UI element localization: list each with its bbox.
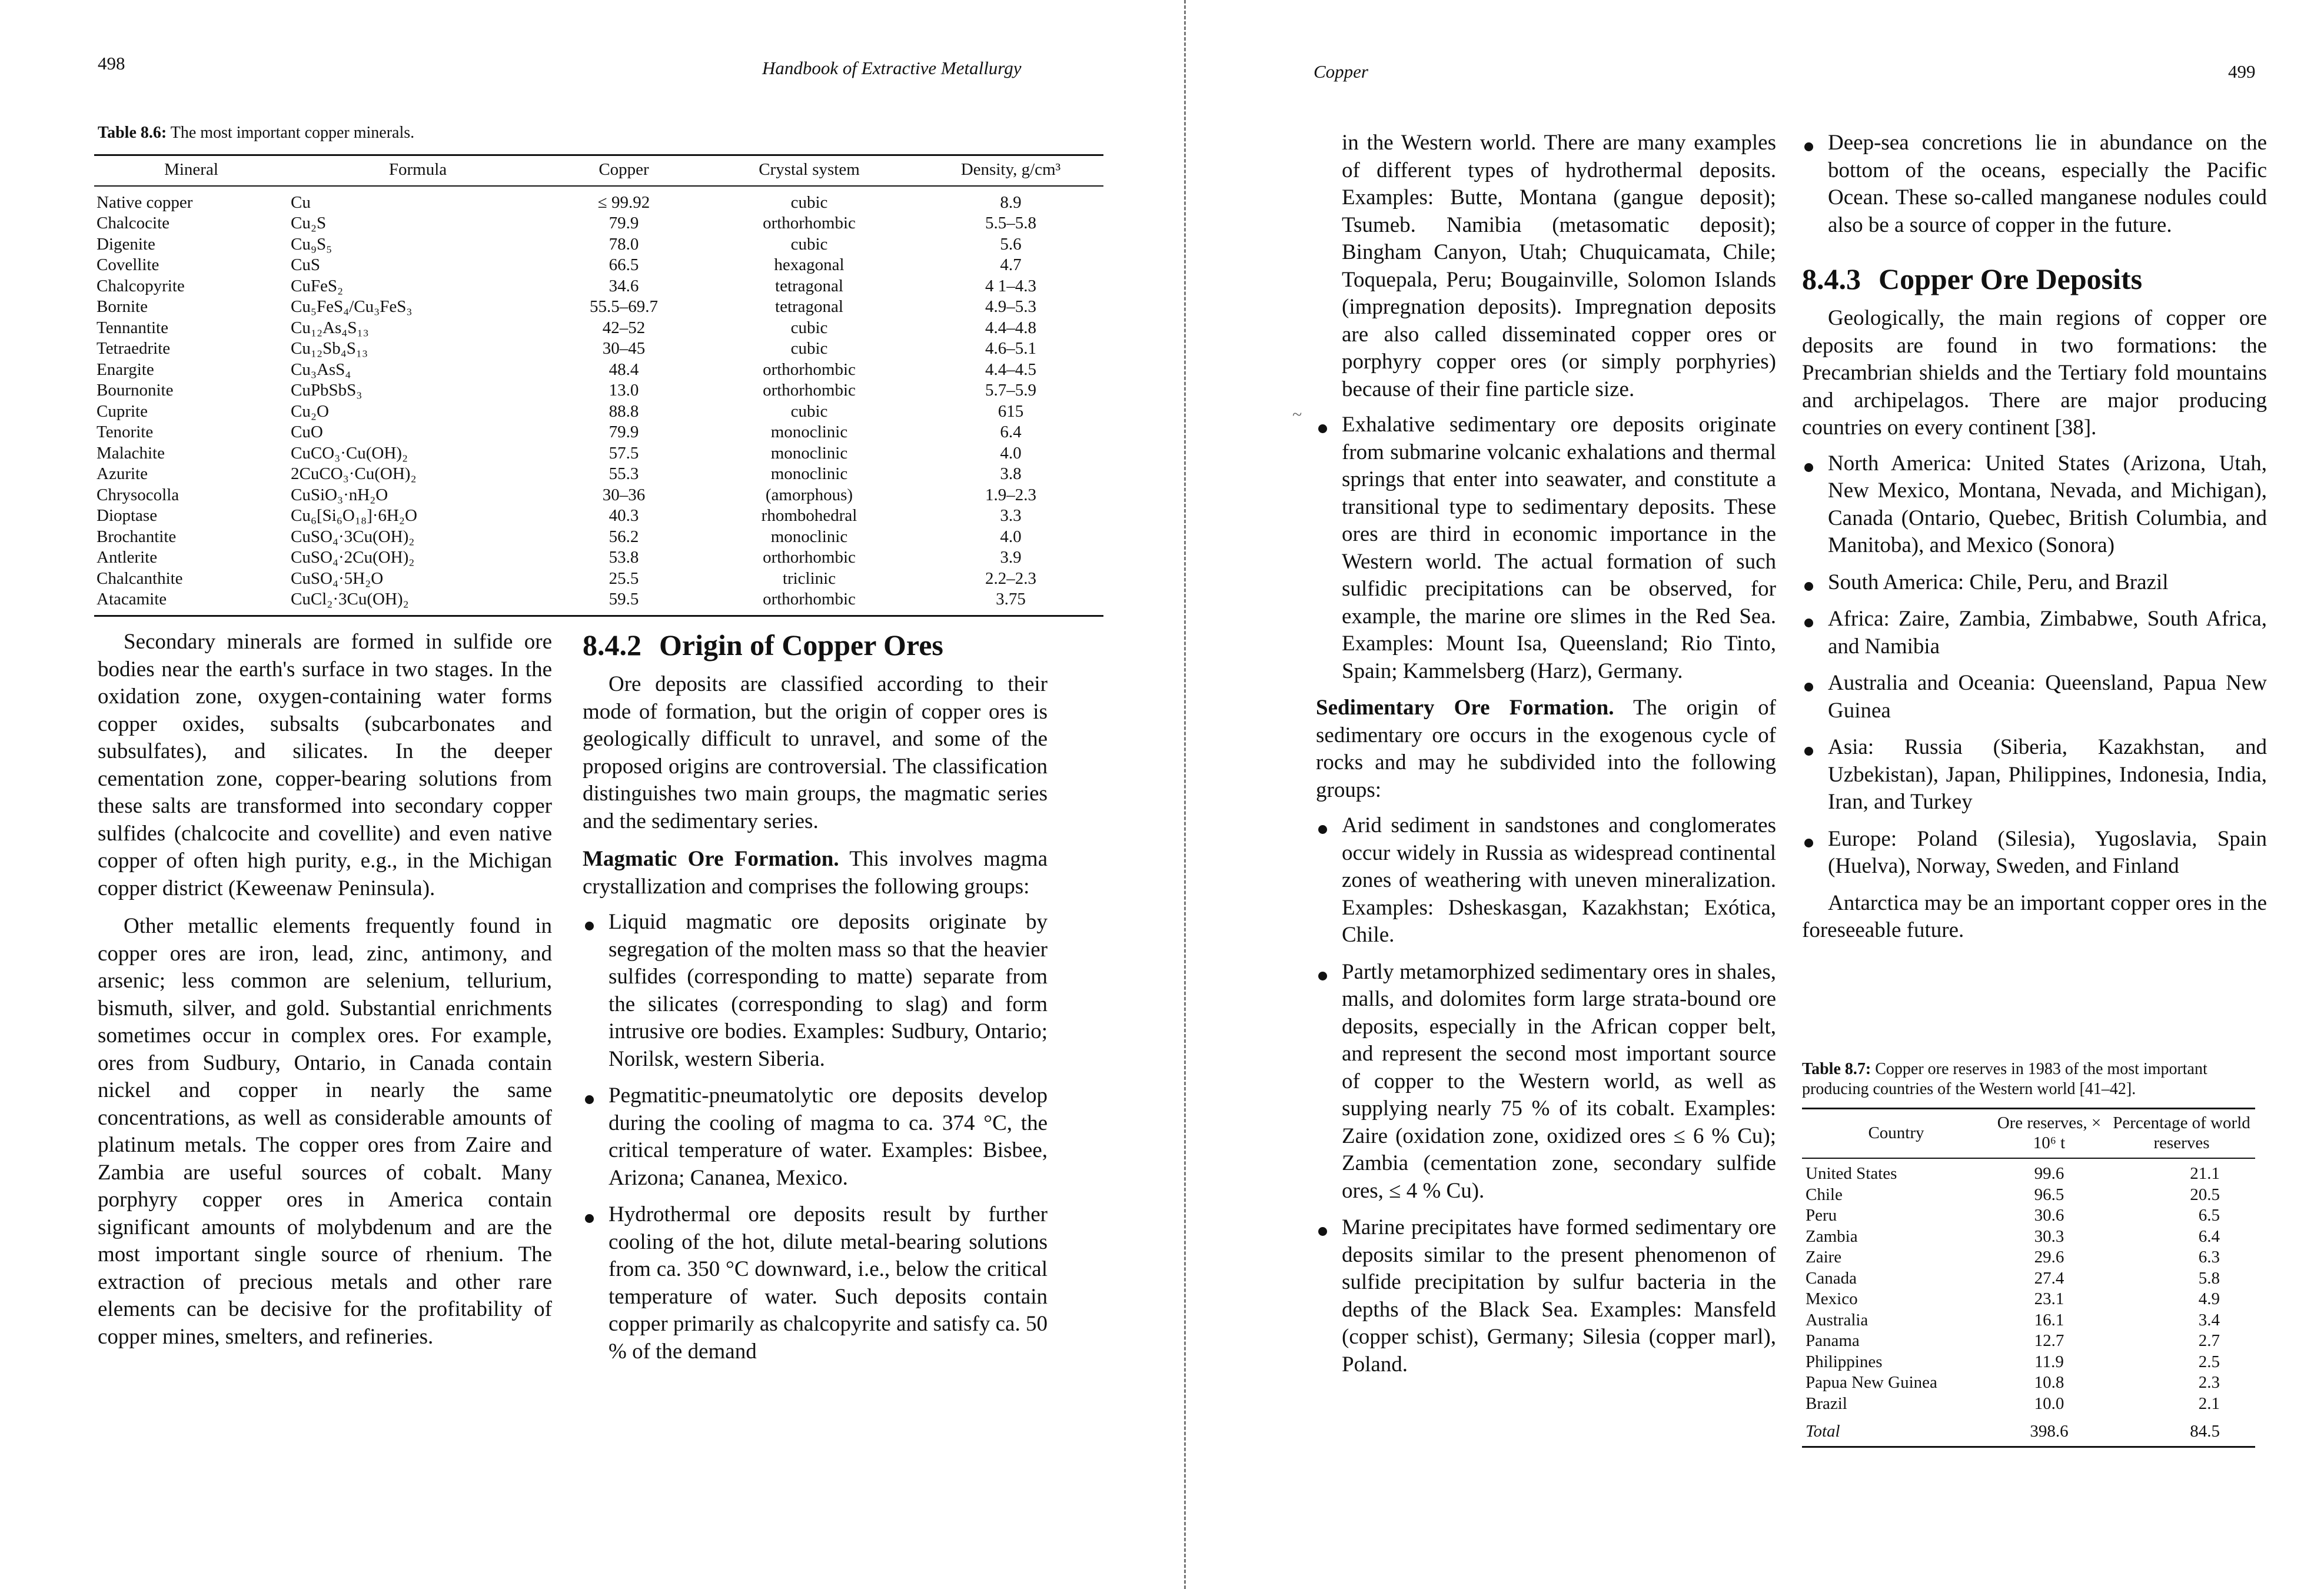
table-row xyxy=(94,276,1103,297)
table-cell: Brazil xyxy=(1806,1394,1847,1413)
table-cell: tetragonal xyxy=(775,297,843,316)
table-header: Ore reserves, × 10⁶ t xyxy=(1990,1109,2108,1159)
paragraph-sedimentary xyxy=(1316,694,1776,804)
table-cell: Malachite xyxy=(97,443,165,463)
table-cell: Philippines xyxy=(1806,1352,1883,1371)
table-header: Copper xyxy=(547,155,700,186)
list-item: Deep-sea concretions lie in abundance on the bottom of the oceans, especially the Pacific Ocean. These so-called manganese nodules could also be a source of copper in the future. xyxy=(1802,129,2267,239)
run-in-heading: Magmatic Ore Formation. xyxy=(583,847,839,871)
table-cell: Cu₁₂As₄S₁₃ xyxy=(291,318,369,337)
table-cell: 615 xyxy=(998,401,1024,421)
list-item: North America: United States (Arizona, Utah, New Mexico, Montana, Nevada, and Michigan), Canada (Ontario, Quebec, British Columbia, and Manitoba), and Mexico (Sonora) xyxy=(1802,450,2267,560)
table-row xyxy=(1802,1289,2255,1310)
list-item: Hydrothermal ore deposits result by further cooling of the hot, dilute metal-bearing solutions from ca. 350 °C downward, i.e., below the critical temperature of water. Such deposits contain copper primarily as chalcopyrite and satisfy ca. 50 % of the demand xyxy=(583,1201,1048,1365)
table-row xyxy=(94,380,1103,401)
table-cell: CuCl₂·3Cu(OH)₂ xyxy=(288,589,547,616)
paragraph-magmatic xyxy=(583,846,1048,900)
table-cell: United States xyxy=(1806,1164,1897,1183)
table-cell: Tennantite xyxy=(97,318,168,337)
table-cell: 99.6 xyxy=(2034,1164,2064,1183)
table-cell: CuSO₄·3Cu(OH)₂ xyxy=(291,527,415,546)
table-row xyxy=(94,401,1103,423)
table-cell: 34.6 xyxy=(609,276,639,295)
right-column-4 xyxy=(1802,129,2267,945)
table-cell: 398.6 xyxy=(1990,1414,2108,1447)
table-row xyxy=(94,234,1103,255)
list-item: Pegmatitic-pneumatolytic ore deposits develop during the cooling of magma to ca. 374 °C, the critical temperature of water. Examples: Bisbee, Arizona; Cananea, Mexico. xyxy=(583,1082,1048,1192)
table-cell: tetragonal xyxy=(775,276,843,295)
table-cell: cubic xyxy=(790,234,828,254)
table-cell: Chalcocite xyxy=(97,214,170,232)
table-cell: monoclinic xyxy=(770,464,848,483)
table-row xyxy=(1802,1394,2255,1415)
list-item: Partly metamorphized sedimentary ores in shales, malls, and dolomites form large strata-bound ore deposits, especially in the African copper belt, and represent the second most important source of copper to the Western world, as well as supplying nearly 75 % of its cobalt. Examples: Zaire (oxidation zone, oxidized ores ≤ 6 % Cu); Zambia (cementation zone, secondary sulfide ores, ≤ 4 % Cu). xyxy=(1316,959,1776,1205)
page-number-right: 499 xyxy=(2228,61,2256,82)
section-number: 8.4.3 xyxy=(1802,262,1861,295)
table-cell: 88.8 xyxy=(609,401,639,421)
list-item: Arid sediment in sandstones and conglomerates occur widely in Russia as widespread continental zones of weathering with uneven mineralization. Examples: Dsheskasgan, Kazakhstan; Exótica, Chile. xyxy=(1316,812,1776,949)
table-cell: Dioptase xyxy=(97,506,158,525)
table-cell: 5.6 xyxy=(1000,234,1022,254)
table-row xyxy=(1802,1352,2255,1373)
table-8-7 xyxy=(1802,1108,2255,1448)
list-item: Marine precipitates have formed sedimentary ore deposits similar to the present phenomenon of sulfide precipitation by sulfur bacteria in the depths of the Black Sea. Examples: Mansfeld (copper schist), Germany; Silesia (copper marl), Poland. xyxy=(1316,1214,1776,1378)
table-cell: 3.8 xyxy=(1000,464,1022,483)
table-row xyxy=(94,506,1103,527)
table-row xyxy=(94,318,1103,339)
table-cell: rhombohedral xyxy=(761,506,857,525)
table-cell: 30.6 xyxy=(2034,1206,2064,1225)
table-row xyxy=(1802,1205,2255,1226)
page-gutter xyxy=(1184,0,1186,1589)
table-cell: 3.75 xyxy=(918,589,1103,616)
section-heading-8-4-3 xyxy=(1802,261,2267,297)
table-cell: 6.3 xyxy=(2198,1248,2220,1266)
table-cell: 30–45 xyxy=(602,339,646,358)
table-cell: monoclinic xyxy=(770,423,848,441)
table-cell: Digenite xyxy=(97,234,155,254)
table-row xyxy=(94,527,1103,548)
table-cell: 21.1 xyxy=(2190,1164,2220,1183)
table-cell: 4.4–4.8 xyxy=(985,318,1036,337)
section-number: 8.4.2 xyxy=(583,629,641,661)
table-cell: Tenorite xyxy=(97,423,154,441)
table-cell: Cu xyxy=(291,192,311,212)
table-cell: CuS xyxy=(291,255,320,274)
table-cell: 27.4 xyxy=(2034,1268,2064,1288)
table-cell: 4.0 xyxy=(1000,443,1022,463)
caption-label: Table 8.6: xyxy=(98,124,167,142)
table-cell: 30.3 xyxy=(2034,1226,2064,1246)
table-cell: Chrysocolla xyxy=(97,485,179,504)
table-cell: 2CuCO₃·Cu(OH)₂ xyxy=(291,464,417,483)
table-cell: 8.9 xyxy=(1000,192,1022,212)
table-cell: 79.9 xyxy=(609,214,639,232)
table-cell: 3.3 xyxy=(1000,506,1022,525)
table-cell: 10.8 xyxy=(2034,1373,2064,1392)
table-row xyxy=(94,443,1103,464)
magmatic-list-continued xyxy=(1316,411,1776,685)
table-cell: 29.6 xyxy=(2034,1248,2064,1266)
table-cell: Chalcopyrite xyxy=(97,276,185,295)
table-cell: Chile xyxy=(1806,1185,1843,1204)
table-cell: 23.1 xyxy=(2034,1289,2064,1308)
table-cell: 2.5 xyxy=(2198,1352,2220,1371)
table-row xyxy=(94,569,1103,590)
table-cell: Cu₆[Si₆O₁₈]·6H₂O xyxy=(291,506,417,525)
table-cell: 4.6–5.1 xyxy=(985,339,1036,358)
running-head-right: Copper xyxy=(1314,61,1368,82)
table-row xyxy=(1802,1185,2255,1206)
table-row xyxy=(94,360,1103,381)
table-cell: Zaire xyxy=(1806,1248,1842,1266)
table-cell: Cu₃AsS₄ xyxy=(291,360,351,379)
table-cell: CuCO₃·Cu(OH)₂ xyxy=(291,443,408,463)
table-cell: Cuprite xyxy=(97,401,148,421)
caption-label: Table 8.7: xyxy=(1802,1060,1871,1078)
paragraph: Antarctica may be an important copper ores in the foreseeable future. xyxy=(1802,890,2267,942)
table-cell: monoclinic xyxy=(770,527,848,546)
table-cell: orthorhombic xyxy=(763,214,856,232)
table-cell: Canada xyxy=(1806,1268,1857,1288)
table-8-6-caption xyxy=(98,124,414,142)
table-cell: 3.4 xyxy=(2198,1310,2220,1329)
table-cell: 13.0 xyxy=(609,381,639,400)
table-cell: CuPbSbS₃ xyxy=(291,381,363,400)
table-cell: 56.2 xyxy=(609,527,639,546)
table-row xyxy=(1802,1372,2255,1394)
table-cell: Antlerite xyxy=(97,548,158,567)
table-row xyxy=(1802,1310,2255,1331)
table-cell: cubic xyxy=(790,318,828,337)
table-row xyxy=(94,213,1103,234)
table-row xyxy=(1802,1226,2255,1248)
table-cell: cubic xyxy=(790,401,828,421)
table-row xyxy=(94,338,1103,360)
table-cell: Native copper xyxy=(97,192,193,212)
table-cell: CuSiO₃·nH₂O xyxy=(291,485,388,504)
table-cell: 4.0 xyxy=(1000,527,1022,546)
table-cell: monoclinic xyxy=(770,443,848,463)
table-row xyxy=(94,422,1103,443)
table-cell: Papua New Guinea xyxy=(1806,1373,1937,1392)
table-cell: 1.9–2.3 xyxy=(985,485,1036,504)
table-cell: 16.1 xyxy=(2034,1310,2064,1329)
table-cell: 84.5 xyxy=(2108,1414,2255,1447)
list-item: South America: Chile, Peru, and Brazil xyxy=(1802,569,2267,597)
table-cell: triclinic xyxy=(782,569,836,588)
table-cell: 4.4–4.5 xyxy=(985,360,1036,379)
table-row xyxy=(94,547,1103,569)
list-item: Asia: Russia (Siberia, Kazakhstan, and Uzbekistan), Japan, Philippines, Indonesia, India, Iran, and Turkey xyxy=(1802,734,2267,816)
table-cell: 55.3 xyxy=(609,464,639,483)
paragraph: Ore deposits are classified according to their mode of formation, but the origin of copper ores is geologically difficult to unravel, and some of the proposed origins are controversial. The classification distinguishes two main groups, the magmatic series and the sedimentary series. xyxy=(583,672,1048,833)
table-cell: 79.9 xyxy=(609,423,639,441)
table-cell: 30–36 xyxy=(602,485,646,504)
section-title: Copper Ore Deposits xyxy=(1879,262,2143,295)
deposits-list xyxy=(1802,450,2267,880)
list-item: Africa: Zaire, Zambia, Zimbabwe, South Africa, and Namibia xyxy=(1802,606,2267,660)
table-row xyxy=(1802,1268,2255,1289)
section-heading-8-4-2 xyxy=(583,627,1048,663)
table-cell: Total xyxy=(1802,1414,1990,1447)
table-cell: 6.5 xyxy=(2198,1206,2220,1225)
table-row xyxy=(1802,1247,2255,1268)
table-header: Percentage of world reserves xyxy=(2108,1109,2255,1159)
table-cell: 4 1–4.3 xyxy=(985,276,1036,295)
table-total-row xyxy=(1802,1414,2255,1447)
table-cell: 55.5–69.7 xyxy=(590,297,658,316)
table-row xyxy=(94,186,1103,214)
table-cell: cubic xyxy=(790,192,828,212)
table-row xyxy=(1802,1158,2255,1185)
table-row xyxy=(94,485,1103,506)
table-cell: Panama xyxy=(1806,1331,1860,1350)
table-cell: Bournonite xyxy=(97,381,174,400)
table-header: Crystal system xyxy=(700,155,918,186)
caption-text: Copper ore reserves in 1983 of the most important producing countries of the Western world [41–42]. xyxy=(1802,1060,2207,1098)
sedimentary-list-continued xyxy=(1802,129,2267,239)
table-cell: 6.4 xyxy=(2198,1226,2220,1246)
running-head-left: Handbook of Extractive Metallurgy xyxy=(762,58,1022,78)
table-cell: CuO xyxy=(291,423,323,441)
table-cell: 5.7–5.9 xyxy=(985,381,1036,400)
table-cell: Australia xyxy=(1806,1310,1868,1329)
table-cell: Zambia xyxy=(1806,1226,1858,1246)
list-item: Exhalative sedimentary ore deposits originate from submarine volcanic exhalations and thermal springs that enter into seawater, and constitute a transitional type to sedimentary deposits. These ores are third in economic importance in the Western world. The actual formation of such sulfidic precipitations can be observed, for example, the marine ore slimes in the Red Sea. Examples: Mount Isa, Queensland; Rio Tinto, Spain; Kammelsberg (Harz), Germany. xyxy=(1316,411,1776,685)
table-row xyxy=(94,297,1103,318)
table-row xyxy=(1802,1331,2255,1352)
table-row xyxy=(94,589,1103,616)
table-cell: Mexico xyxy=(1806,1289,1858,1308)
table-cell: 5.5–5.8 xyxy=(985,214,1036,232)
table-cell: Cu₁₂Sb₄S₁₃ xyxy=(291,339,368,358)
page-number-left: 498 xyxy=(98,53,125,74)
run-in-text: The origin of sedimentary ore occurs in the exogenous cycle of rocks and may he subdivided into the following groups: xyxy=(1316,696,1776,802)
left-column-1 xyxy=(98,629,552,1351)
table-cell: CuSO₄·5H₂O xyxy=(291,569,384,588)
table-cell: 78.0 xyxy=(609,234,639,254)
table-row xyxy=(94,464,1103,485)
run-in-text: This involves magma crystallization and comprises the following groups: xyxy=(583,847,1048,899)
table-header: Formula xyxy=(288,155,547,186)
table-cell: CuSO₄·2Cu(OH)₂ xyxy=(291,548,415,567)
table-cell: (amorphous) xyxy=(765,485,853,504)
paragraph: Geologically, the main regions of copper ore deposits are found in two formations: the Precambrian shields and the Tertiary fold mountains and archipelagos. There are major producing countries on every continent [38]. xyxy=(1802,306,2267,440)
table-cell: 20.5 xyxy=(2190,1185,2220,1204)
table-cell: Enargite xyxy=(97,360,154,379)
list-item: Europe: Poland (Silesia), Yugoslavia, Spain (Huelva), Norway, Sweden, and Finland xyxy=(1802,826,2267,880)
table-cell: 59.5 xyxy=(547,589,700,616)
paragraph: Other metallic elements frequently found in copper ores are iron, lead, zinc, antimony, and arsenic; less common are selenium, tellurium, bismuth, silver, and gold. Substantial enrichments sometimes occur in complex ores. For example, ores from Sudbury, Ontario, in Canada contain nickel and copper in nearly the same concentrations, as well as considerable amounts of platinum metals. The copper ores from Zaire and Zambia are useful sources of cobalt. Many porphyry copper ores in America contain significant amounts of molybdenum and are the most important single source of rhenium. The extraction of precious metals and other rare elements can be decisive for the profitability of copper mines, smelters, and refineries. xyxy=(98,914,552,1349)
table-cell: 40.3 xyxy=(609,506,639,525)
table-cell: 3.9 xyxy=(1000,548,1022,567)
table-cell: Azurite xyxy=(97,464,148,483)
list-item: Liquid magmatic ore deposits originate by segregation of the molten mass so that the heavier sulfides (corresponding to matte) separate from the silicates (corresponding to slag) and form intrusive ore bodies. Examples: Sudbury, Ontario; Norilsk, western Siberia. xyxy=(583,909,1048,1073)
table-cell: 6.4 xyxy=(1000,423,1022,441)
table-cell: 5.8 xyxy=(2198,1268,2220,1288)
table-cell: 96.5 xyxy=(2034,1185,2064,1204)
table-cell: 12.7 xyxy=(2034,1331,2064,1350)
table-cell: Cu₅FeS₄/Cu₃FeS₃ xyxy=(291,297,413,316)
table-cell: 2.3 xyxy=(2198,1373,2220,1392)
table-cell: 4.9 xyxy=(2198,1289,2220,1308)
table-cell: cubic xyxy=(790,339,828,358)
table-header: Country xyxy=(1802,1109,1990,1159)
table-cell: Cu₉S₅ xyxy=(291,234,333,254)
table-cell: Tetraedrite xyxy=(97,339,171,358)
table-cell: orthorhombic xyxy=(763,381,856,400)
table-header: Density, g/cm³ xyxy=(918,155,1103,186)
table-cell: orthorhombic xyxy=(700,589,918,616)
right-column-3 xyxy=(1316,129,1776,1388)
table-cell: Cu₂O xyxy=(291,401,329,421)
magmatic-list xyxy=(583,909,1048,1365)
table-header: Mineral xyxy=(94,155,288,186)
section-title: Origin of Copper Ores xyxy=(659,629,943,661)
table-cell: Brochantite xyxy=(97,527,177,546)
left-column-2 xyxy=(583,627,1048,1375)
table-cell: 42–52 xyxy=(602,318,646,337)
table-cell: 53.8 xyxy=(609,548,639,567)
table-cell: 57.5 xyxy=(609,443,639,463)
paragraph-continued: in the Western world. There are many examples of different types of hydrothermal deposits. Examples: Butte, Montana (gangue deposit); Tsumeb. Namibia (metasomatic deposit); Bingham Canyon, Utah; Chuquicamata, Chile; Toquepala, Peru; Bougainville, Solomon Islands (impregnation deposits). Impregnation deposits are also called disseminated copper ores or porphyry copper ores (or simply porphyries) because of their fine particle size. xyxy=(1342,131,1776,401)
table-row xyxy=(94,255,1103,276)
table-cell: 10.0 xyxy=(2034,1394,2064,1413)
table-cell: Cu₂S xyxy=(291,214,327,232)
table-cell: Bornite xyxy=(97,297,148,316)
table-cell: hexagonal xyxy=(774,255,845,274)
table-cell: 25.5 xyxy=(609,569,639,588)
table-cell: 2.7 xyxy=(2198,1331,2220,1350)
table-cell: 11.9 xyxy=(2034,1352,2064,1371)
table-cell: orthorhombic xyxy=(763,360,856,379)
table-cell: Chalcanthite xyxy=(97,569,183,588)
table-cell: orthorhombic xyxy=(763,548,856,567)
table-cell: Peru xyxy=(1806,1206,1837,1225)
run-in-heading: Sedimentary Ore Formation. xyxy=(1316,696,1614,720)
table-8-6 xyxy=(94,154,1103,617)
table-cell: CuFeS₂ xyxy=(291,276,344,295)
list-item: Australia and Oceania: Queensland, Papua New Guinea xyxy=(1802,670,2267,724)
table-cell: 4.9–5.3 xyxy=(985,297,1036,316)
table-cell: 2.1 xyxy=(2198,1394,2220,1413)
paragraph: Secondary minerals are formed in sulfide ore bodies near the earth's surface in two stages. In the oxidation zone, oxygen-containing water forms copper oxides, subsalts (subcarbonates and subsulfates), and silicates. In the deeper cementation zone, copper-bearing solutions from these salts are transformed into secondary copper sulfides (chalcocite and covellite) and even native copper of often high purity, e.g., in the Michigan copper district (Keweenaw Peninsula). xyxy=(98,630,552,900)
table-cell: 48.4 xyxy=(609,360,639,379)
table-8-7-caption xyxy=(1802,1059,2267,1099)
table-cell: ≤ 99.92 xyxy=(597,192,650,212)
table-cell: 2.2–2.3 xyxy=(985,569,1036,588)
table-cell: 66.5 xyxy=(609,255,639,274)
sedimentary-list xyxy=(1316,812,1776,1378)
caption-text: The most important copper minerals. xyxy=(167,124,415,142)
table-cell: Covellite xyxy=(97,255,159,274)
table-cell: 4.7 xyxy=(1000,255,1022,274)
table-cell: Atacamite xyxy=(94,589,288,616)
margin-mark: ~ xyxy=(1292,405,1302,424)
